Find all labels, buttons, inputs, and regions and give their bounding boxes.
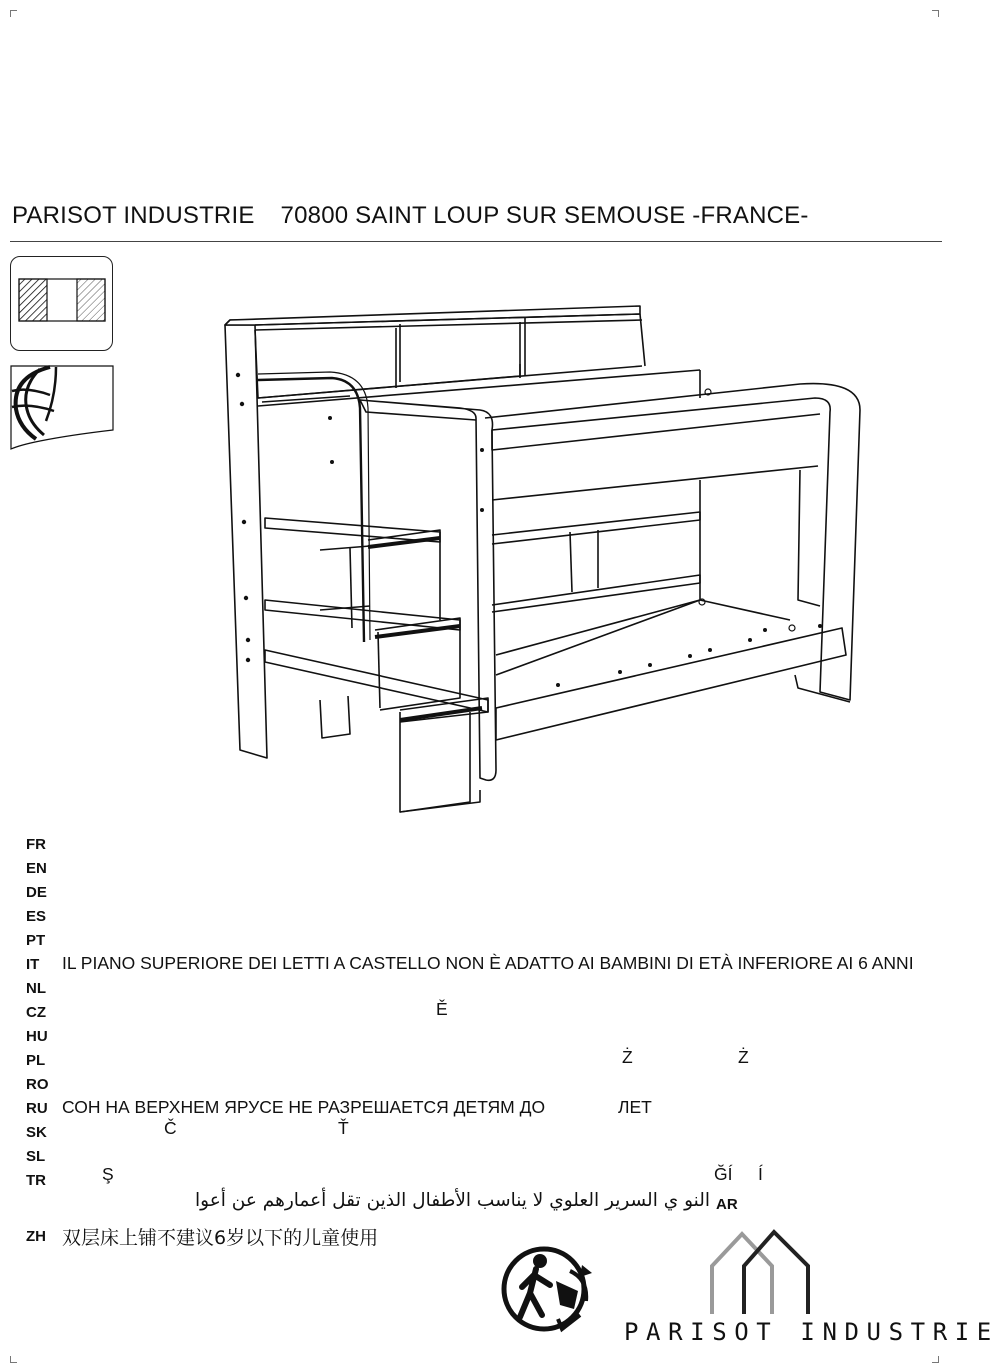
lang-code: SK: [26, 1124, 47, 1141]
manufacturer-header: [12, 202, 809, 230]
warning-text: СОН НА ВЕРХНЕМ ЯРУСЕ НЕ РАЗРЕШАЕТСЯ ДЕТЯМ ДО: [62, 1097, 546, 1117]
crop-mark: [10, 1356, 17, 1363]
hatched-panels-icon: [10, 256, 113, 351]
globe-icon: [10, 365, 114, 449]
brand-name: PARISOT INDUSTRIE: [624, 1318, 999, 1346]
company-name: PARISOT INDUSTRIE: [12, 202, 255, 229]
crop-mark: [932, 1356, 939, 1363]
lang-code: TR: [26, 1172, 46, 1189]
warning-text: Ż: [622, 1047, 633, 1067]
warning-text: Ş: [102, 1164, 114, 1184]
warning-ar-text: النو ي السرير العلوي لا يناسب الأطفال الذين تقل أعمارهم عن أعوا: [195, 1190, 710, 1211]
lang-code: ZH: [26, 1228, 46, 1245]
lang-code: EN: [26, 860, 47, 877]
lang-code: SL: [26, 1148, 46, 1165]
crop-mark: [10, 10, 17, 17]
warning-text: Ě: [436, 999, 448, 1019]
lang-code: DE: [26, 884, 47, 901]
crop-mark: [932, 10, 939, 17]
recycling-person-icon: [500, 1245, 596, 1337]
header-divider: [10, 241, 942, 242]
lang-code: RO: [26, 1076, 49, 1093]
warning-text: Ť: [338, 1118, 349, 1138]
lang-code: IT: [26, 956, 40, 973]
warning-text: ЛЕТ: [618, 1097, 652, 1117]
lang-code-ar: AR: [716, 1196, 738, 1213]
lang-code: CZ: [26, 1004, 46, 1021]
warning-text: Č: [164, 1118, 177, 1138]
lang-code: PL: [26, 1052, 46, 1069]
warning-text: ĞÍ: [714, 1164, 733, 1184]
warning-text: IL PIANO SUPERIORE DEI LETTI A CASTELLO NON È ADATTO AI BAMBINI DI ETÀ INFERIORE AI 6 ANNI: [62, 953, 914, 973]
warning-text: 双层床上铺不建议6岁以下的儿童使用: [62, 1227, 379, 1249]
warning-text: Í: [758, 1164, 763, 1184]
warning-text: Ż: [738, 1047, 749, 1067]
company-address: 70800 SAINT LOUP SUR SEMOUSE -FRANCE-: [280, 202, 809, 229]
lang-code: FR: [26, 836, 46, 853]
house-outline-logo: [704, 1226, 816, 1316]
lang-code: HU: [26, 1028, 48, 1045]
lang-code: ES: [26, 908, 47, 925]
lang-code: RU: [26, 1100, 48, 1117]
lang-code: PT: [26, 932, 46, 949]
bunk-bed-drawing: [220, 300, 870, 820]
lang-code: NL: [26, 980, 46, 997]
